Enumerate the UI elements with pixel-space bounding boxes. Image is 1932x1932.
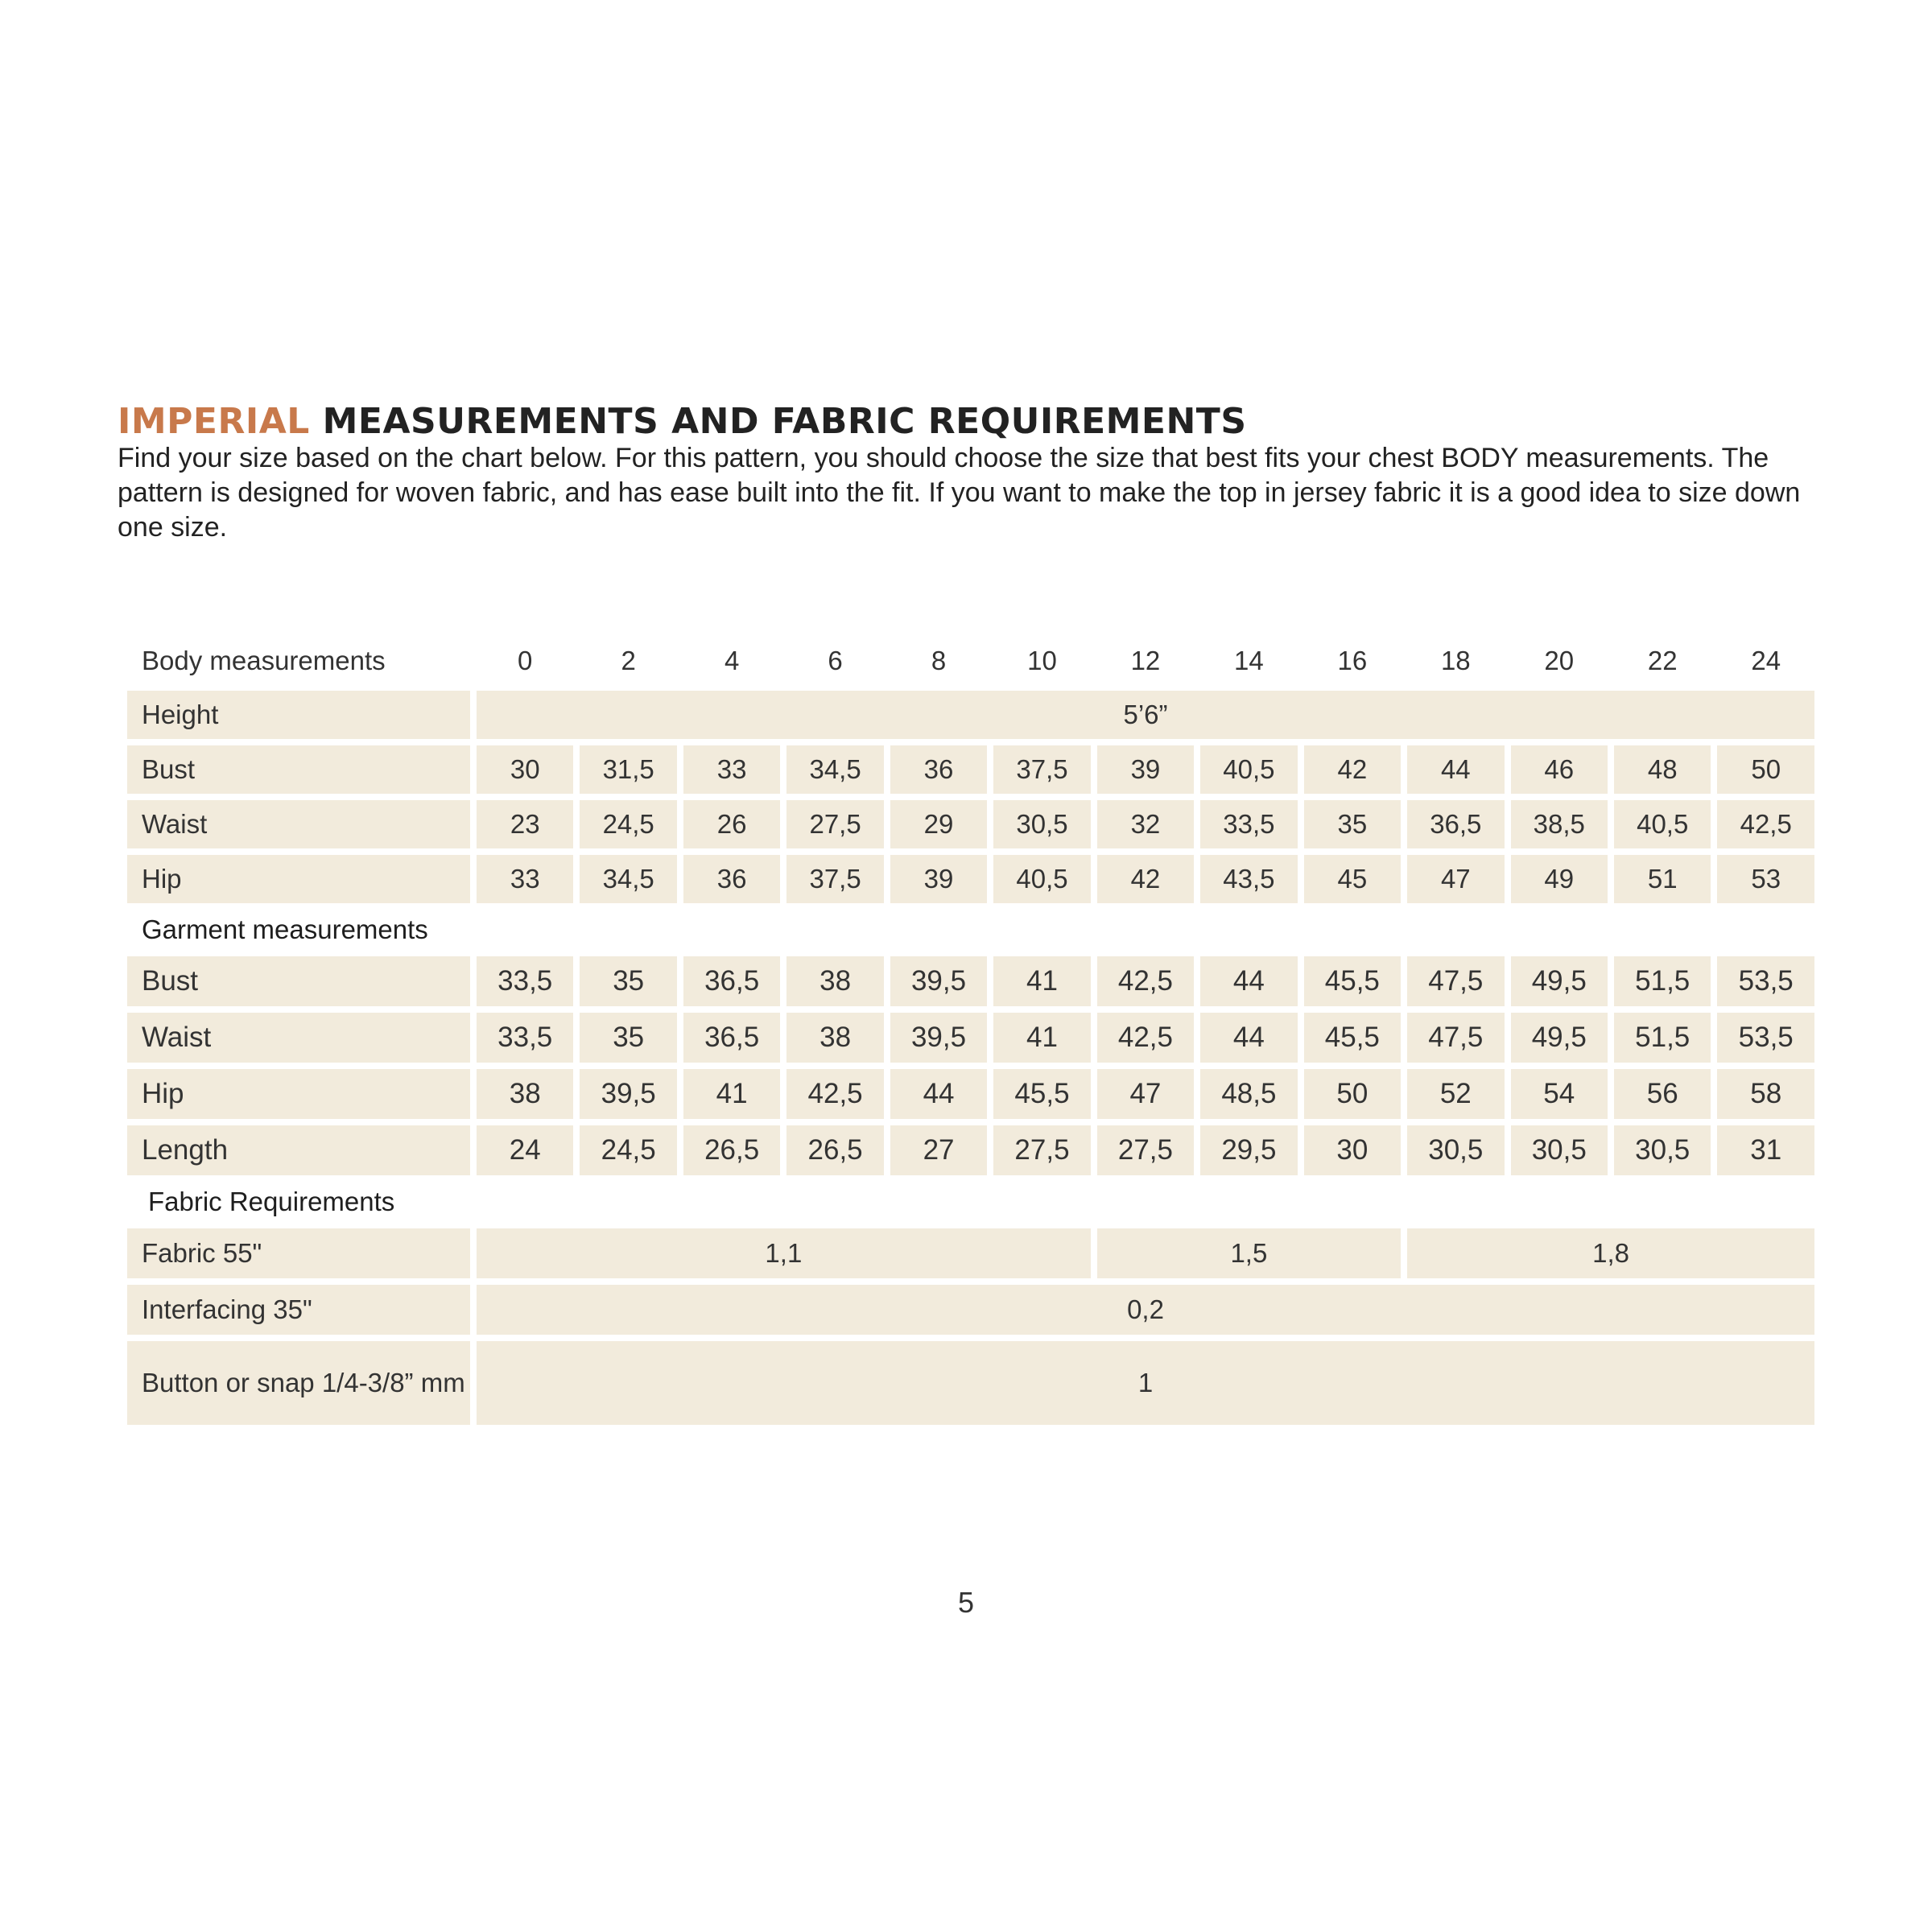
garment-length-value: 30	[1304, 1125, 1401, 1175]
garment-bust-value: 39,5	[890, 956, 987, 1006]
garment-waist-row	[127, 1013, 1814, 1063]
garment-bust-value: 49,5	[1511, 956, 1608, 1006]
garment-hip-label: Hip	[127, 1069, 470, 1119]
body-waist-value: 35	[1304, 800, 1401, 848]
garment-hip-value: 56	[1614, 1069, 1711, 1119]
garment-waist-label: Waist	[127, 1013, 470, 1063]
body-hip-value: 49	[1511, 855, 1608, 903]
size-header-row	[127, 638, 1814, 684]
body-hip-value: 45	[1304, 855, 1401, 903]
garment-length-row	[127, 1125, 1814, 1175]
garment-hip-value: 45,5	[993, 1069, 1090, 1119]
body-hip-value: 51	[1614, 855, 1711, 903]
height-row	[127, 691, 1814, 739]
body-waist-value: 40,5	[1614, 800, 1711, 848]
garment-hip-value: 50	[1304, 1069, 1401, 1119]
body-bust-value: 40,5	[1200, 745, 1297, 794]
garment-hip-value: 58	[1717, 1069, 1814, 1119]
garment-measurements-heading: Garment measurements	[142, 914, 428, 944]
garment-waist-value: 45,5	[1304, 1013, 1401, 1063]
fabric-section-row	[127, 1182, 1814, 1222]
body-hip-value: 33	[477, 855, 573, 903]
fabric-row	[127, 1228, 1814, 1278]
body-waist-value: 23	[477, 800, 573, 848]
intro-text: Find your size based on the chart below. For this pattern, you should choose the size that best fits your chest BODY measurements. The pattern is designed for woven fabric, and has ease built into the fit. If you want to make the top in jersey fabric it is a good idea to size down one size.	[118, 443, 1801, 543]
page-number: 5	[957, 1586, 975, 1619]
body-bust-value: 30	[477, 745, 573, 794]
body-waist-value: 42,5	[1717, 800, 1814, 848]
body-hip-value: 36	[683, 855, 780, 903]
garment-waist-value: 44	[1200, 1013, 1297, 1063]
button-row	[127, 1341, 1814, 1425]
body-measurements-heading: Body measurements	[142, 646, 386, 675]
body-waist-value: 24,5	[580, 800, 676, 848]
interfacing-value: 0,2	[477, 1285, 1814, 1335]
garment-length-value: 30,5	[1407, 1125, 1504, 1175]
garment-waist-value: 39,5	[890, 1013, 987, 1063]
size-header-16: 16	[1337, 646, 1368, 675]
body-bust-row	[127, 745, 1814, 794]
garment-bust-value: 51,5	[1614, 956, 1711, 1006]
garment-length-value: 31	[1717, 1125, 1814, 1175]
body-waist-value: 33,5	[1200, 800, 1297, 848]
fabric-value: 1,1	[477, 1228, 1091, 1278]
size-header-2: 2	[621, 646, 636, 675]
garment-waist-value: 36,5	[683, 1013, 780, 1063]
page-title	[118, 401, 1247, 442]
size-chart-table	[121, 631, 1821, 1431]
size-header-18: 18	[1440, 646, 1471, 675]
garment-length-value: 24,5	[580, 1125, 676, 1175]
body-hip-value: 53	[1717, 855, 1814, 903]
garment-bust-label: Bust	[127, 956, 470, 1006]
button-label: Button or snap 1/4-3/8” mm	[127, 1341, 470, 1425]
garment-hip-row	[127, 1069, 1814, 1119]
size-header-8: 8	[931, 646, 947, 675]
body-bust-value: 34,5	[786, 745, 883, 794]
garment-length-label: Length	[127, 1125, 470, 1175]
fabric-value: 1,8	[1407, 1228, 1814, 1278]
garment-bust-value: 45,5	[1304, 956, 1401, 1006]
garment-bust-value: 35	[580, 956, 676, 1006]
garment-section-row	[127, 910, 1814, 950]
size-header-0: 0	[518, 646, 533, 675]
garment-bust-value: 47,5	[1407, 956, 1504, 1006]
button-value: 1	[477, 1341, 1814, 1425]
garment-waist-value: 47,5	[1407, 1013, 1504, 1063]
size-header-10: 10	[1027, 646, 1057, 675]
garment-length-value: 26,5	[786, 1125, 883, 1175]
body-bust-value: 50	[1717, 745, 1814, 794]
body-bust-value: 42	[1304, 745, 1401, 794]
garment-bust-value: 36,5	[683, 956, 780, 1006]
garment-length-value: 30,5	[1511, 1125, 1608, 1175]
body-bust-value: 37,5	[993, 745, 1090, 794]
garment-bust-row	[127, 956, 1814, 1006]
body-bust-value: 33	[683, 745, 780, 794]
garment-hip-value: 54	[1511, 1069, 1608, 1119]
garment-length-value: 30,5	[1614, 1125, 1711, 1175]
body-waist-row	[127, 800, 1814, 848]
body-waist-label: Waist	[127, 800, 470, 848]
body-waist-value: 36,5	[1407, 800, 1504, 848]
body-bust-value: 36	[890, 745, 987, 794]
size-header-20: 20	[1544, 646, 1575, 675]
garment-length-value: 27,5	[1097, 1125, 1194, 1175]
size-header-4: 4	[724, 646, 740, 675]
fabric-value: 1,5	[1097, 1228, 1401, 1278]
garment-hip-value: 42,5	[786, 1069, 883, 1119]
body-bust-value: 46	[1511, 745, 1608, 794]
body-hip-row	[127, 855, 1814, 903]
body-waist-value: 26	[683, 800, 780, 848]
body-hip-value: 47	[1407, 855, 1504, 903]
garment-length-value: 26,5	[683, 1125, 780, 1175]
body-bust-label: Bust	[127, 745, 470, 794]
body-hip-value: 34,5	[580, 855, 676, 903]
garment-waist-value: 38	[786, 1013, 883, 1063]
garment-bust-value: 38	[786, 956, 883, 1006]
garment-waist-value: 53,5	[1717, 1013, 1814, 1063]
garment-waist-value: 49,5	[1511, 1013, 1608, 1063]
size-header-6: 6	[828, 646, 843, 675]
body-hip-label: Hip	[127, 855, 470, 903]
body-hip-value: 37,5	[786, 855, 883, 903]
garment-bust-value: 41	[993, 956, 1090, 1006]
interfacing-label: Interfacing 35"	[127, 1285, 470, 1335]
garment-waist-value: 41	[993, 1013, 1090, 1063]
body-waist-value: 32	[1097, 800, 1194, 848]
interfacing-row	[127, 1285, 1814, 1335]
size-header-14: 14	[1234, 646, 1264, 675]
height-value: 5’6”	[477, 691, 1814, 739]
garment-length-value: 29,5	[1200, 1125, 1297, 1175]
body-hip-value: 40,5	[993, 855, 1090, 903]
height-label: Height	[127, 691, 470, 739]
body-bust-value: 39	[1097, 745, 1194, 794]
title-accent: IMPERIAL	[118, 401, 310, 442]
fabric-label: Fabric 55"	[127, 1228, 470, 1278]
body-hip-value: 39	[890, 855, 987, 903]
garment-waist-value: 33,5	[477, 1013, 573, 1063]
garment-hip-value: 47	[1097, 1069, 1194, 1119]
garment-length-value: 27	[890, 1125, 987, 1175]
garment-length-value: 24	[477, 1125, 573, 1175]
garment-length-value: 27,5	[993, 1125, 1090, 1175]
garment-bust-value: 42,5	[1097, 956, 1194, 1006]
size-header-24: 24	[1751, 646, 1781, 675]
body-waist-value: 29	[890, 800, 987, 848]
garment-waist-value: 35	[580, 1013, 676, 1063]
body-waist-value: 38,5	[1511, 800, 1608, 848]
body-hip-value: 43,5	[1200, 855, 1297, 903]
size-header-22: 22	[1647, 646, 1678, 675]
title-rest: MEASUREMENTS AND FABRIC REQUIREMENTS	[322, 401, 1247, 442]
garment-bust-value: 33,5	[477, 956, 573, 1006]
garment-waist-value: 51,5	[1614, 1013, 1711, 1063]
body-bust-value: 31,5	[580, 745, 676, 794]
body-bust-value: 48	[1614, 745, 1711, 794]
fabric-requirements-heading: Fabric Requirements	[148, 1187, 395, 1216]
garment-hip-value: 39,5	[580, 1069, 676, 1119]
garment-bust-value: 53,5	[1717, 956, 1814, 1006]
garment-bust-value: 44	[1200, 956, 1297, 1006]
garment-hip-value: 41	[683, 1069, 780, 1119]
garment-hip-value: 38	[477, 1069, 573, 1119]
garment-hip-value: 52	[1407, 1069, 1504, 1119]
body-hip-value: 42	[1097, 855, 1194, 903]
garment-hip-value: 48,5	[1200, 1069, 1297, 1119]
garment-hip-value: 44	[890, 1069, 987, 1119]
garment-waist-value: 42,5	[1097, 1013, 1194, 1063]
body-waist-value: 27,5	[786, 800, 883, 848]
size-header-12: 12	[1130, 646, 1161, 675]
body-bust-value: 44	[1407, 745, 1504, 794]
body-waist-value: 30,5	[993, 800, 1090, 848]
